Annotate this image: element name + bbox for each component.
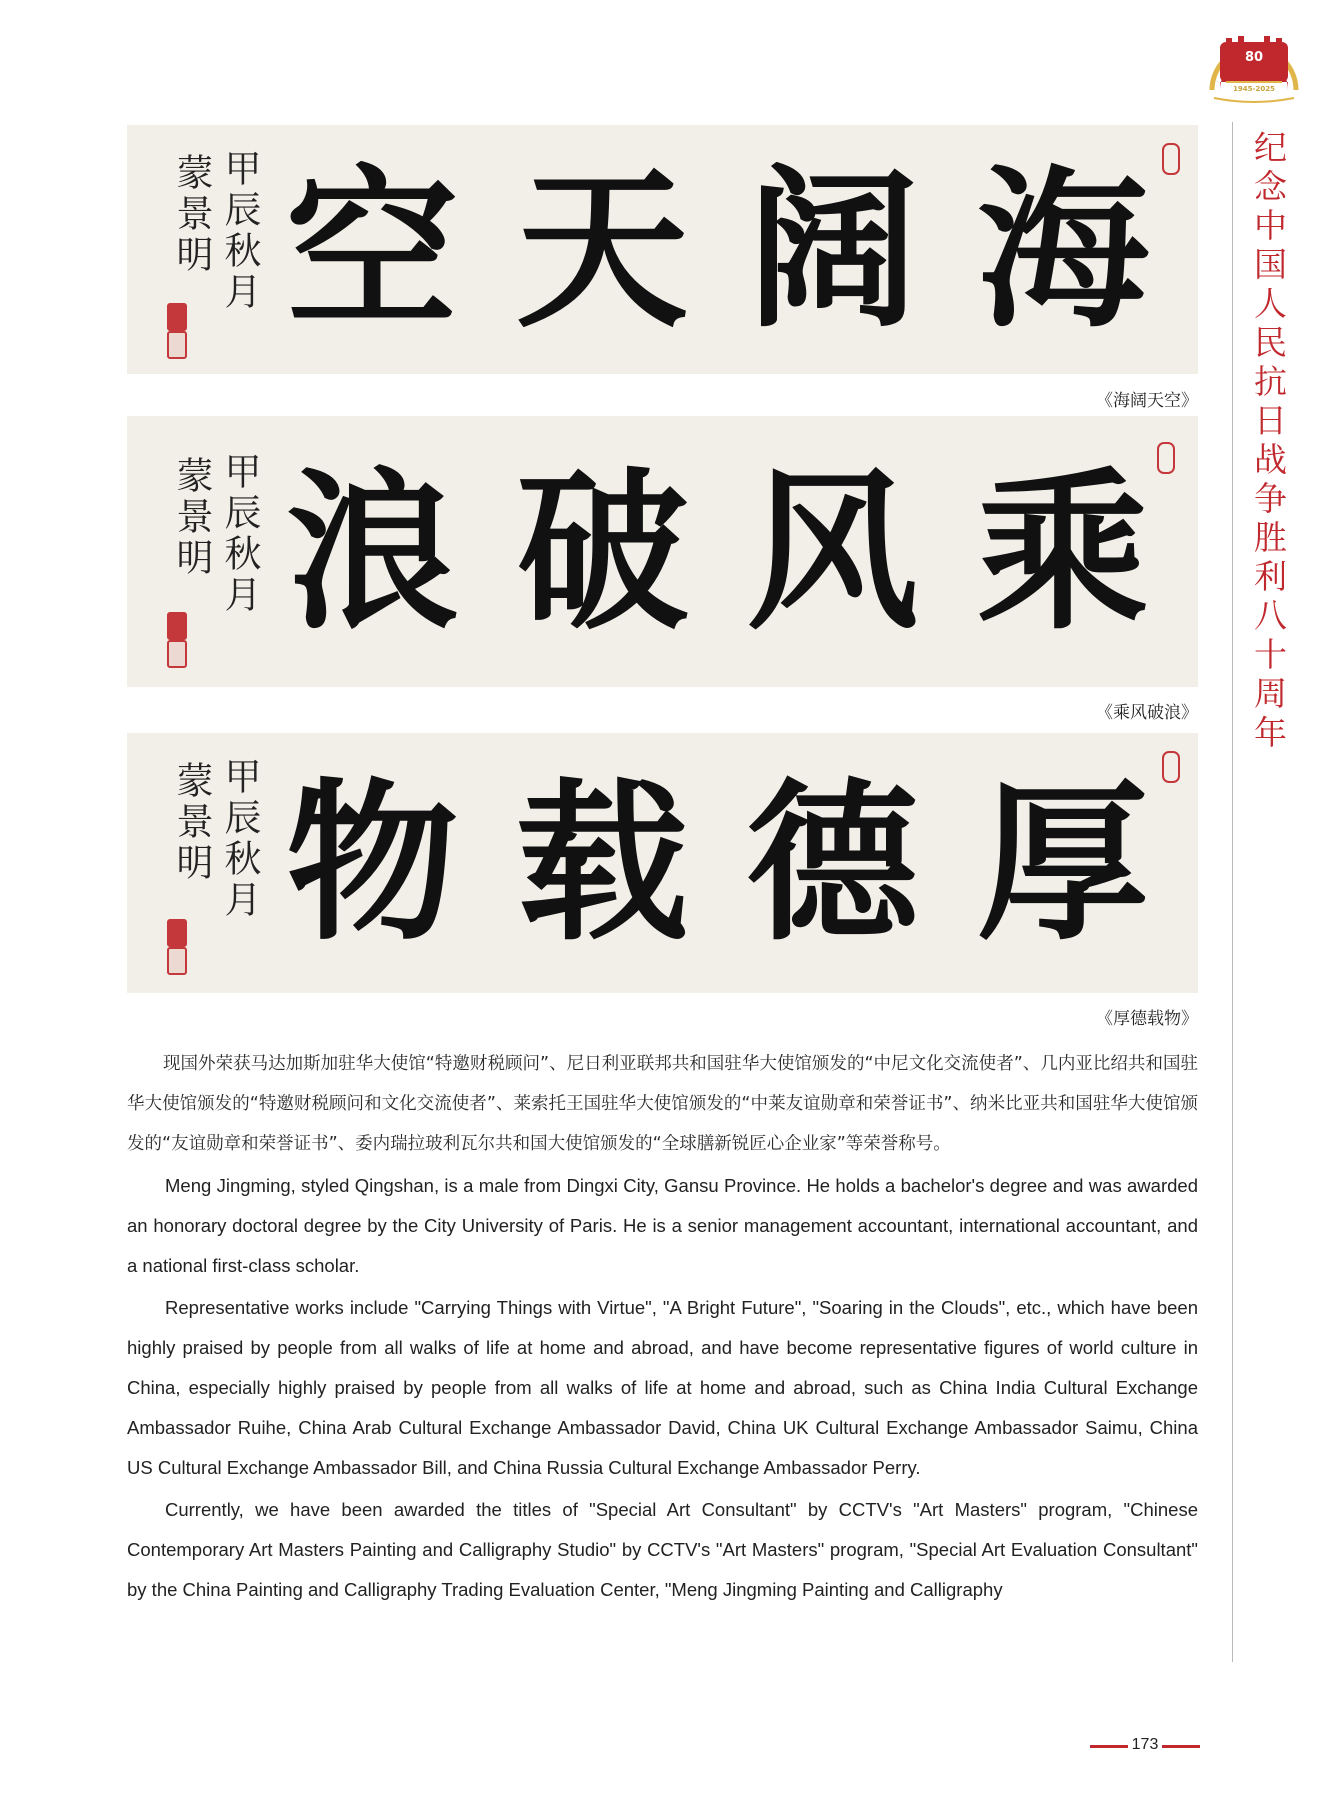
inscription-date: 甲辰秋月 bbox=[218, 452, 261, 616]
calligraphy-panel-2 bbox=[127, 416, 1198, 687]
vertical-divider bbox=[1232, 122, 1233, 1662]
calligraphy-character: 阔 bbox=[746, 147, 919, 351]
seal-stamp bbox=[167, 612, 187, 640]
english-paragraph: Meng Jingming, styled Qingshan, is a male from Dingxi City, Gansu Province. He holds a bachelor's degree and was awarded an honorary doctoral degree by the City University of Paris. He is a senior management accountant, international accountant, and a national first-class scholar. bbox=[127, 1175, 1198, 1276]
inscription-name: 蒙景明 bbox=[170, 761, 213, 884]
calligraphy-character: 载 bbox=[516, 761, 689, 964]
calligraphy-character: 破 bbox=[516, 449, 689, 653]
calligraphy-characters bbox=[257, 733, 1178, 993]
calligraphy-panel-3 bbox=[127, 733, 1198, 993]
panel-caption: 《乘风破浪》 bbox=[1096, 703, 1198, 723]
page-number-text: 173 bbox=[1131, 1736, 1159, 1753]
inscription-name: 蒙景明 bbox=[170, 153, 213, 276]
anniversary-emblem bbox=[1206, 28, 1302, 108]
calligraphy-characters bbox=[257, 416, 1178, 687]
calligraphy-character: 海 bbox=[976, 147, 1149, 351]
english-paragraph: Currently, we have been awarded the titles of "Special Art Consultant" by CCTV's "Art Masters" program, "Chinese Contemporary Art Masters Painting and Calligraphy Studio" by CCTV's "Art Masters" program, "Special Art Evaluation Consultant" by the China Painting and Calligraphy Trading Evaluation Center, "Meng Jingming Painting and Calligraphy bbox=[127, 1499, 1198, 1600]
panel-caption: 《厚德载物》 bbox=[1096, 1009, 1198, 1029]
panel-caption: 《海阔天空》 bbox=[1096, 391, 1198, 411]
page-number bbox=[1090, 1734, 1200, 1758]
chinese-paragraph: 现国外荣获马达加斯加驻华大使馆“特邀财税顾问”、尼日利亚联邦共和国驻华大使馆颁发的“中尼文化交流使者”、几内亚比绍共和国驻华大使馆颁发的“特邀财税顾问和文化交流使者”、莱索托王国驻华大使馆颁发的“中莱友谊勋章和荣誉证书”、纳米比亚共和国驻华大使馆颁发的“友谊勋章和荣誉证书”、委内瑞拉玻利瓦尔共和国大使馆颁发的“全球膳新锐匠心企业家”等荣誉称号。 bbox=[127, 1054, 1198, 1154]
calligraphy-panel-1 bbox=[127, 125, 1198, 374]
emblem-years: 1945-2025 bbox=[1233, 85, 1275, 93]
inscription-date: 甲辰秋月 bbox=[218, 757, 261, 921]
english-paragraph: Representative works include "Carrying Things with Virtue", "A Bright Future", "Soaring in the Clouds", etc., which have been highly praised by people from all walks of life at home and abroad, and have become representative figures of world culture in China, especially highly praised by people from all walks of life at home and abroad, such as China India Cultural Exchange Ambassador Ruihe, China Arab Cultural Exchange Ambassador David, China UK Cultural Exchange Ambassador Saimu, China US Cultural Exchange Ambassador Bill, and China Russia Cultural Exchange Ambassador Perry. bbox=[127, 1297, 1198, 1478]
page-number-rule bbox=[1090, 1745, 1128, 1748]
calligraphy-character: 物 bbox=[286, 761, 459, 964]
article-body bbox=[127, 1044, 1198, 1610]
calligraphy-character: 厚 bbox=[976, 761, 1149, 964]
calligraphy-character: 空 bbox=[286, 147, 459, 351]
emblem-number: 80 bbox=[1244, 50, 1264, 65]
great-wall-emblem-icon bbox=[1206, 28, 1302, 108]
seal-stamp bbox=[167, 331, 187, 359]
calligraphy-character: 风 bbox=[746, 449, 919, 653]
vertical-title: 纪念中国人民抗日战争胜利八十周年 bbox=[1249, 130, 1288, 754]
seal-stamp bbox=[167, 640, 187, 668]
seal-stamp bbox=[167, 303, 187, 331]
seal-stamp bbox=[167, 947, 187, 975]
inscription-date: 甲辰秋月 bbox=[218, 149, 261, 313]
calligraphy-character: 天 bbox=[516, 147, 689, 351]
calligraphy-character: 德 bbox=[746, 761, 919, 964]
calligraphy-character: 乘 bbox=[976, 449, 1149, 653]
page-number-rule bbox=[1162, 1745, 1200, 1748]
calligraphy-characters bbox=[257, 125, 1178, 374]
inscription-name: 蒙景明 bbox=[170, 456, 213, 579]
calligraphy-character: 浪 bbox=[286, 449, 459, 653]
seal-stamp bbox=[167, 919, 187, 947]
